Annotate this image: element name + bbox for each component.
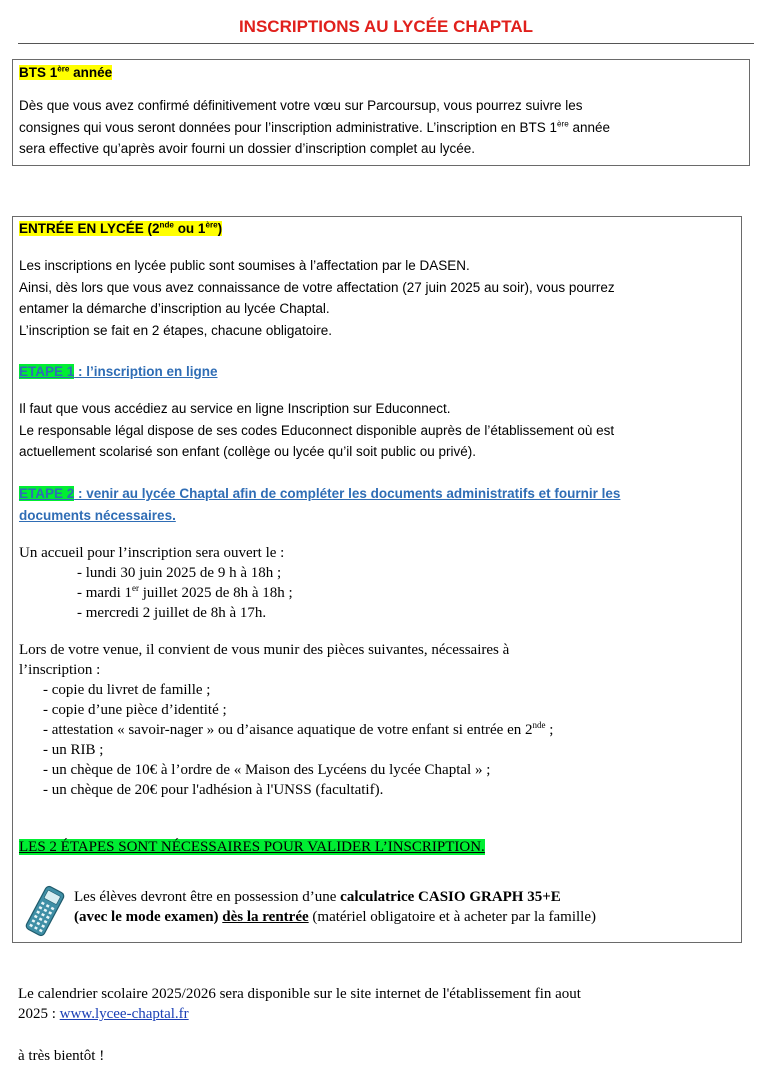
page-title: INSCRIPTIONS AU LYCÉE CHAPTAL [238,17,534,36]
entree-heading-post: ) [217,221,223,236]
piece-item-3-post: ; [545,722,554,738]
accueil-block [19,543,293,623]
intro-line-3: entamer la démarche d’inscription au lycée Chaptal. [19,301,330,316]
bts-line-2-sup: ère [557,119,569,128]
piece-item-2: - copie d’une pièce d’identité ; [43,702,227,718]
bts-paragraph [19,95,610,160]
piece-item-1: - copie du livret de famille ; [43,682,211,698]
calculator-note-post: (matériel obligatoire et à acheter par la famille) [308,909,596,925]
accueil-date-2-sup: er [131,583,139,593]
bts-heading-post: année [69,65,113,80]
bts-heading-highlight [19,65,112,80]
piece-item-6: - un chèque de 20€ pour l'adhésion à l'UNSS (facultatif). [43,782,384,798]
calculator-model: calculatrice CASIO GRAPH 35+E [340,889,561,905]
accueil-date-2 [19,583,293,603]
etape2-label: ETAPE 2 [19,486,75,501]
bts-line-3: sera effective qu’après avoir fourni un dossier d’inscription complet au lycée. [19,141,475,156]
calculator-mode: (avec le mode examen) [74,909,223,925]
entree-heading-text: ENTRÉE EN LYCÉE (2 [19,221,160,236]
calculator-note-text: Les élèves devront être en possession d’une [74,889,341,905]
calculator-deadline: dès la rentrée [222,909,309,925]
accueil-date-2-post: juillet 2025 de 8h à 18h ; [138,585,293,601]
validation-banner-text: LES 2 ÉTAPES SONT NÉCESSAIRES POUR VALIDER L’INSCRIPTION. [19,839,485,855]
etape1-line-2: Le responsable légal dispose de ses codes Educonnect disponible auprès de l’établissement où est [19,422,615,438]
pieces-intro-line-2: l’inscription : [19,662,101,678]
bts-line-2 [19,117,610,139]
bts-section [12,59,750,166]
accueil-date-2-text: - mardi 1 [77,585,132,601]
accueil-date-3: - mercredi 2 juillet de 8h à 17h. [77,605,267,621]
calendar-line-2 [18,1004,581,1024]
piece-item-3-text: - attestation « savoir-nager » ou d’aisance aquatique de votre enfant si entrée en 2 [43,722,533,738]
intro-line-1: Les inscriptions en lycée public sont soumises à l’affectation par le DASEN. [19,258,470,273]
etape1-title: : l’inscription en ligne [74,364,218,379]
piece-item-3 [19,720,553,740]
bts-line-1: Dès que vous avez confirmé définitivement votre vœu sur Parcoursup, vous pourrez suivre les [19,98,583,113]
pieces-block [19,640,553,800]
calculator-note [74,887,596,927]
calculator-note-line-2 [74,907,596,927]
intro-line-2: Ainsi, dès lors que vous avez connaissance de votre affectation (27 juin 2025 au soir), vous pourrez [19,279,615,295]
etape2-title-line-1: : venir au lycée Chaptal afin de compléter les documents administratifs et fournir les [74,486,621,501]
validation-banner [19,837,485,857]
accueil-date-1: - lundi 30 juin 2025 de 9 h à 18h ; [77,565,282,581]
entree-section [12,216,742,943]
entree-heading [19,221,222,236]
pieces-intro-line-1: Lors de votre venue, il convient de vous munir des pièces suivantes, nécessaires à [19,642,510,658]
closing-text: à très bientôt ! [18,1048,105,1064]
etape2-title-line-2: documents nécessaires. [19,507,176,523]
etape1-paragraph [19,398,614,463]
calculator-icon [23,885,67,937]
piece-item-4: - un RIB ; [43,742,104,758]
bts-heading [19,65,112,80]
etape1-heading [19,361,218,383]
entree-heading-mid: ou 1 [173,221,206,236]
etape1-line-1: Il faut que vous accédiez au service en ligne Inscription sur Educonnect. [19,401,451,416]
piece-item-5: - un chèque de 10€ à l’ordre de « Maison des Lycéens du lycée Chaptal » ; [43,762,491,778]
etape2-heading [19,483,620,526]
etape1-label: ETAPE 1 [19,364,75,379]
accueil-intro: Un accueil pour l’inscription sera ouvert le : [19,545,285,561]
title-divider [18,43,754,44]
entree-heading-sup2: ère [205,220,218,230]
entree-heading-highlight [19,221,222,236]
calendar-line-1: Le calendrier scolaire 2025/2026 sera disponible sur le site internet de l'établissement fin aout [18,986,581,1002]
calculator-note-line-1 [74,887,596,907]
calendar-note [18,984,581,1024]
intro-line-4: L’inscription se fait en 2 étapes, chacune obligatoire. [19,322,332,338]
entree-intro [19,255,615,341]
bts-heading-sup: ère [57,64,70,74]
bts-line-2-post: année [568,119,611,135]
calendar-line-2-text: 2025 : [18,1006,60,1022]
etape1-line-3: actuellement scolarisé son enfant (collège ou lycée qu’il soit public ou privé). [19,444,476,459]
entree-heading-sup1: nde [159,220,174,230]
school-website-link[interactable]: www.lycee-chaptal.fr [59,1006,189,1022]
bts-heading-text: BTS 1 [19,65,58,80]
bts-line-2-text: consignes qui vous seront données pour l’inscription administrative. L’inscription en BTS 1 [19,119,558,135]
piece-item-3-sup: nde [532,720,546,730]
